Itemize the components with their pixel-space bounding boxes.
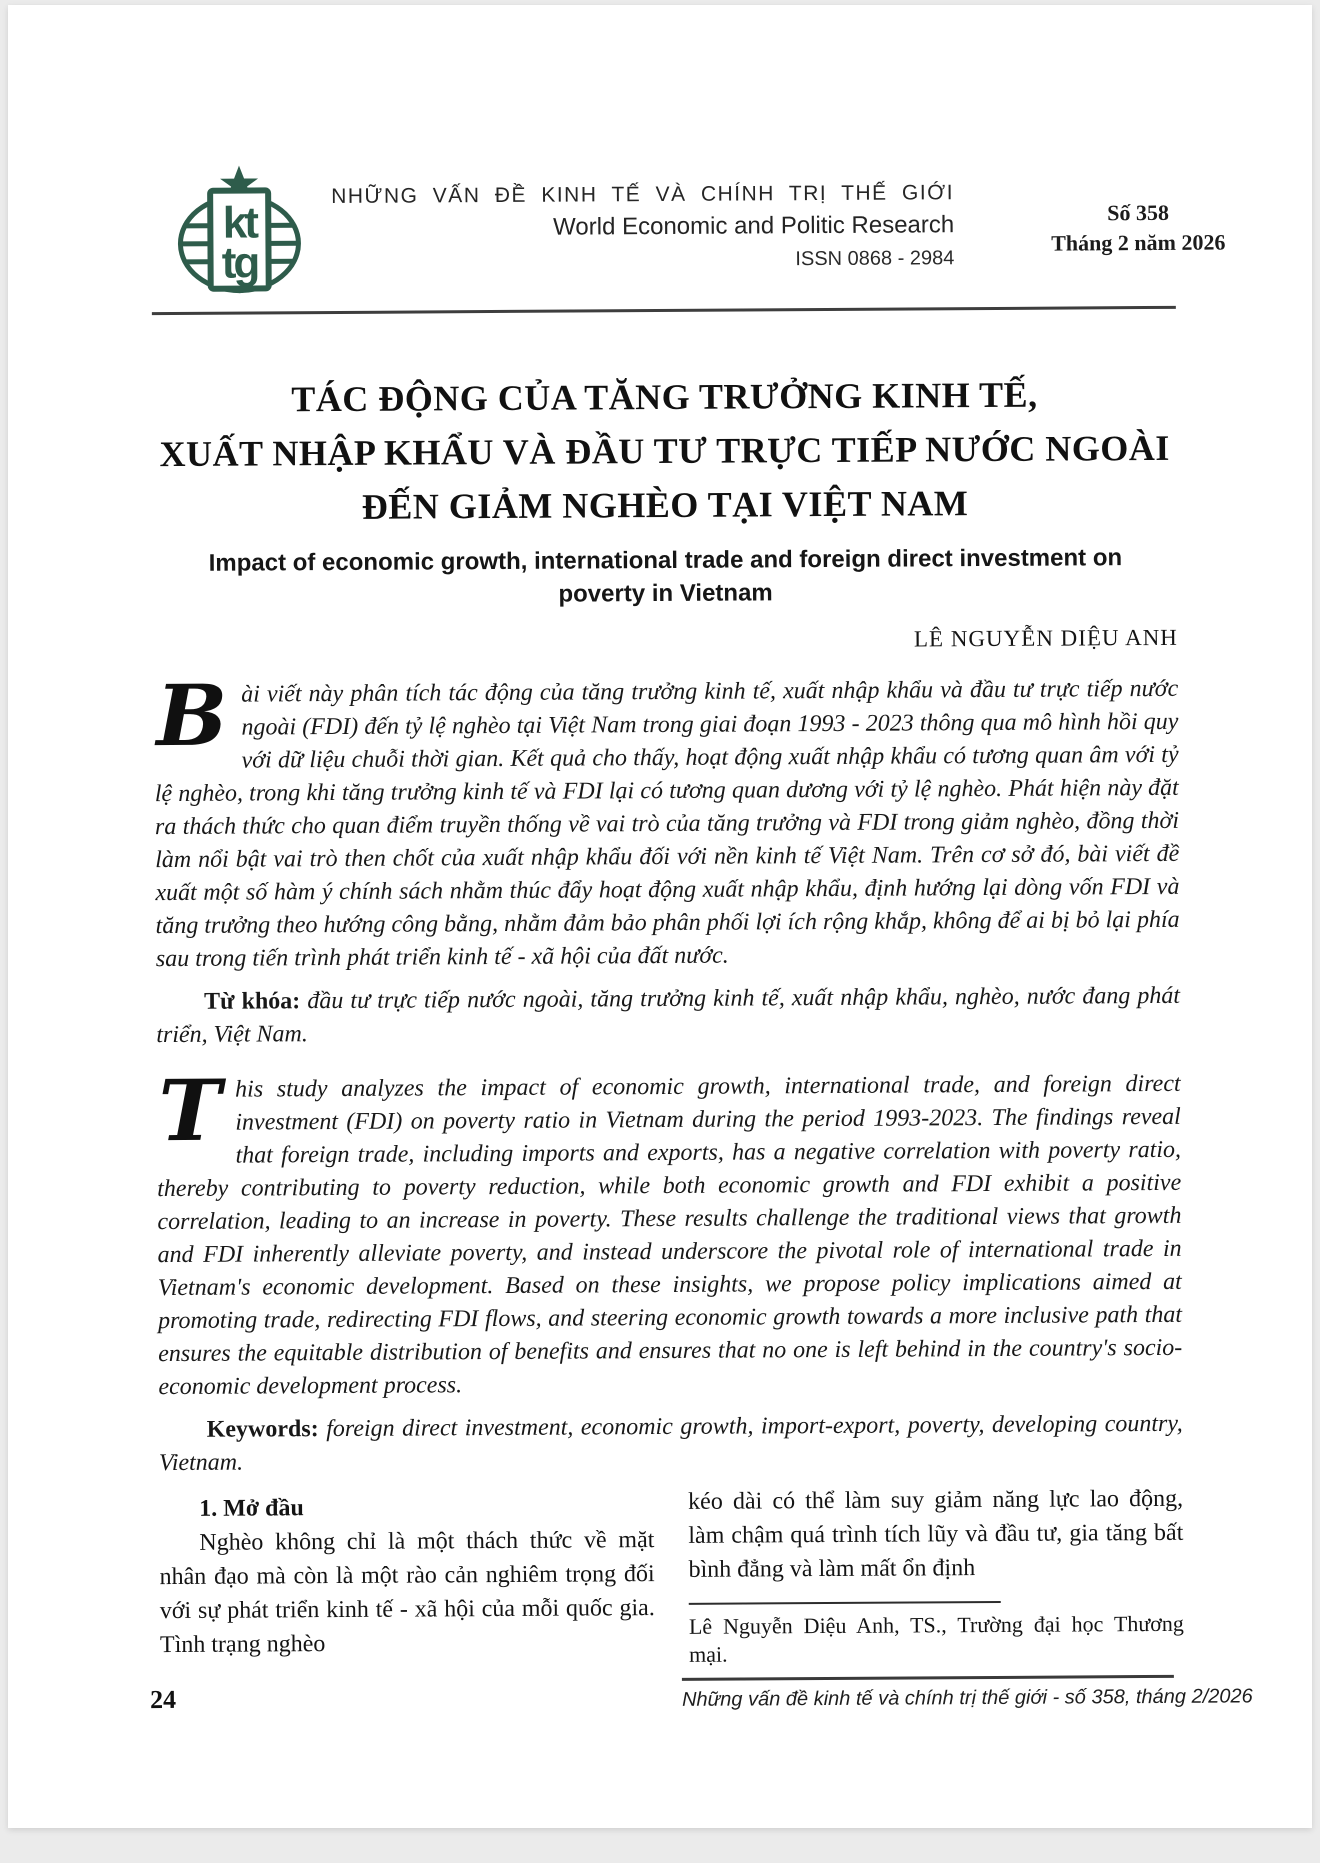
article-title-line-3: ĐẾN GIẢM NGHÈO TẠI VIỆT NAM <box>361 483 969 527</box>
keywords-vietnamese-label: Từ khóa: <box>204 988 301 1015</box>
dropcap-b: B <box>156 665 228 766</box>
keywords-english-text: foreign direct investment, economic growth, import-export, poverty, developing country, Vietnam. <box>158 1410 1183 1477</box>
journal-title-vietnamese: NHỮNG VẤN ĐỀ KINH TẾ VÀ CHÍNH TRỊ THẾ GIỚI <box>331 181 955 209</box>
dropcap-t: T <box>158 1060 222 1161</box>
abstract-english-text: his study analyzes the impact of economic growth, international trade, and foreign direct investment (FDI) on poverty ratio in Vietnam during the period 1993-2023. The findings reveal that foreign trade, including imports and exports, has a negative correlation with poverty ratio, thereby contributing to poverty reduction, while both economic growth and FDI exhibit a positive correlation, leading to an increase in poverty. These results challenge the traditional views that growth and FDI inherently alleviate poverty, and instead underscore the pivotal role of international trade in Vietnam's economic development. Based on these insights, we propose policy implications aimed at promoting trade, redirecting FDI flows, and steering economic growth towards a more inclusive path that ensures the equitable distribution of benefits and ensures that no one is left behind in the country's socio-economic development process. <box>157 1070 1183 1401</box>
keywords-english-label: Keywords: <box>206 1416 319 1443</box>
journal-page <box>8 5 1312 1828</box>
keywords-vietnamese <box>156 980 1180 1052</box>
issue-number: Số 358 <box>1107 199 1170 226</box>
journal-issn: ISSN 0868 - 2984 <box>795 247 955 271</box>
abstract-english <box>157 1060 1183 1404</box>
keywords-vietnamese-text: đầu tư trực tiếp nước ngoài, tăng trưởng kinh tế, xuất nhập khẩu, nghèo, nước đang phát triển, Việt Nam. <box>156 982 1181 1049</box>
running-title-block <box>681 1675 1253 1712</box>
running-title: Những vấn đề kinh tế và chính trị thế giới - số 358, tháng 2/2026 <box>681 1685 1253 1711</box>
article-title-line-2: XUẤT NHẬP KHẨU VÀ ĐẦU TƯ TRỰC TIẾP NƯỚC NGOÀI <box>159 427 1170 475</box>
logo-letters-top: kt <box>222 198 257 248</box>
keywords-english <box>159 1408 1183 1480</box>
journal-logo-icon <box>151 163 332 296</box>
abstract-vietnamese <box>154 665 1180 976</box>
footnote-divider <box>689 1601 1001 1605</box>
left-column-paragraph: Nghèo không chỉ là một thách thức về mặt nhân đạo mà còn là một rào cản nghiêm trọng đối với sự phát triển kinh tế - xã hội của mỗi quốc gia. Tình trạng nghèo <box>159 1527 655 1659</box>
body-columns <box>159 1482 1184 1672</box>
article-title-english: Impact of economic growth, international trade and foreign direct investment on poverty in Vietnam <box>208 544 1123 608</box>
journal-title-english: World Economic and Politic Research <box>553 211 955 241</box>
section-1-heading: 1. Mở đầu <box>199 1495 304 1522</box>
logo-letters-bottom: tg <box>221 238 258 288</box>
issue-date: Tháng 2 năm 2026 <box>1051 229 1226 256</box>
header-divider <box>152 306 1176 315</box>
right-column-paragraph: kéo dài có thể làm suy giảm năng lực lao động, làm chậm quá trình tích lũy và đầu tư, gia tăng bất bình đẳng và làm mất ổn định <box>688 1485 1184 1583</box>
page-footer <box>149 1675 1253 1715</box>
author-name: LÊ NGUYỄN DIỆU ANH <box>913 624 1178 652</box>
page-number: 24 <box>149 1684 177 1715</box>
footnote-text: Lê Nguyễn Diệu Anh, TS., Trường đại học Thương mại. <box>688 1610 1184 1667</box>
right-column <box>688 1482 1184 1669</box>
left-column <box>159 1485 655 1672</box>
author-footnote <box>689 1600 1184 1669</box>
issue-info <box>1032 199 1244 256</box>
article-title-line-1: TÁC ĐỘNG CỦA TĂNG TRƯỞNG KINH TẾ, <box>291 374 1038 420</box>
abstract-vietnamese-text: ài viết này phân tích tác động của tăng trưởng kinh tế, xuất nhập khẩu và đầu tư trực tiếp nước ngoài (FDI) đến tỷ lệ nghèo tại Việt Nam trong giai đoạn 1993 - 2023 thông qua mô hình hồi quy với dữ liệu chuỗi thời gian. Kết quả cho thấy, hoạt động xuất nhập khẩu có tương quan âm với tỷ lệ nghèo, trong khi tăng trưởng kinh tế và FDI lại có tương quan dương với tỷ lệ nghèo. Phát hiện này đặt ra thách thức cho quan điểm truyền thống về vai trò của tăng trưởng và FDI trong giảm nghèo, đồng thời làm nổi bật vai trò then chốt của xuất nhập khẩu đối với nền kinh tế Việt Nam. Trên cơ sở đó, bài viết đề xuất một số hàm ý chính sách nhằm thúc đẩy hoạt động xuất nhập khẩu, định hướng lại dòng vốn FDI và tăng trưởng theo hướng công bằng, nhằm đảm bảo phân phối lợi ích rộng khắp, không để ai bị bỏ lại phía sau trong tiến trình phát triển kinh tế - xã hội của đất nước. <box>154 675 1180 973</box>
journal-header <box>151 152 1226 296</box>
article-title-vietnamese <box>152 367 1177 535</box>
